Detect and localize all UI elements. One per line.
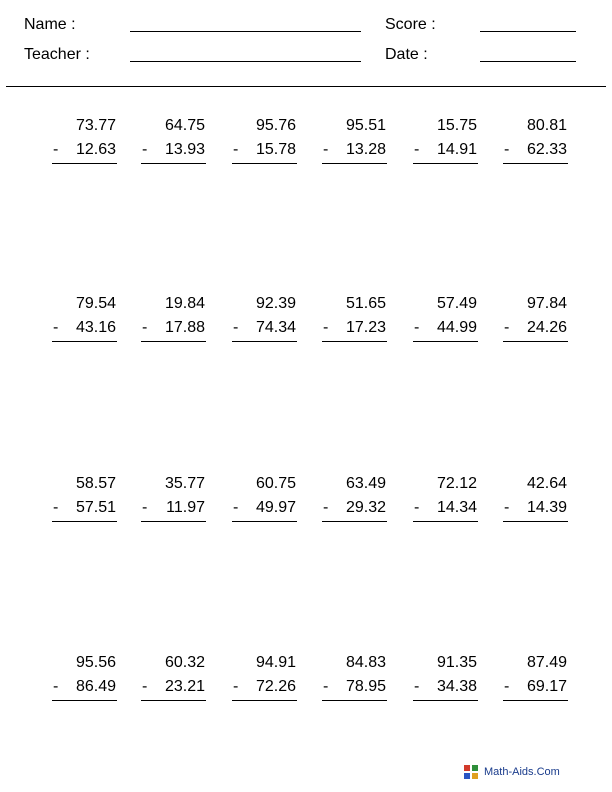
minus-sign: - [504,499,510,516]
answer-line [232,163,297,164]
subtraction-problem [503,654,568,706]
subtrahend: 14.39 [526,499,567,516]
minuend: 73.77 [75,117,116,134]
name-label: Name : [24,16,76,33]
subtrahend: 13.28 [345,141,386,158]
subtrahend: 86.49 [75,678,116,695]
subtrahend: 72.26 [255,678,296,695]
subtrahend: 13.93 [164,141,205,158]
subtraction-problem [141,295,206,347]
answer-line [232,521,297,522]
subtraction-problem [52,654,117,706]
subtrahend: 62.33 [526,141,567,158]
subtrahend: 14.91 [436,141,477,158]
minus-sign: - [53,319,59,336]
minus-sign: - [53,141,59,158]
minus-sign: - [53,499,59,516]
subtrahend: 17.23 [345,319,386,336]
score-label: Score : [385,16,436,33]
subtraction-problem [141,654,206,706]
answer-line [503,521,568,522]
subtraction-problem [503,475,568,527]
answer-line [141,163,206,164]
minuend: 95.76 [255,117,296,134]
minus-sign: - [414,319,420,336]
answer-line [141,700,206,701]
minus-sign: - [504,319,510,336]
minus-sign: - [323,319,329,336]
header-divider [6,86,606,87]
subtraction-problem [413,295,478,347]
date-label: Date : [385,46,428,63]
minuend: 91.35 [436,654,477,671]
minus-sign: - [142,319,148,336]
answer-line [503,341,568,342]
subtraction-problem [232,475,297,527]
minus-sign: - [233,141,239,158]
minus-sign: - [323,678,329,695]
answer-line [52,700,117,701]
teacher-line [130,61,361,62]
date-line [480,61,576,62]
answer-line [413,700,478,701]
teacher-label: Teacher : [24,46,90,63]
minuend: 58.57 [75,475,116,492]
minuend: 97.84 [526,295,567,312]
score-line [480,31,576,32]
subtrahend: 44.99 [436,319,477,336]
minus-sign: - [142,678,148,695]
answer-line [322,163,387,164]
answer-line [52,521,117,522]
name-line [130,31,361,32]
minuend: 35.77 [164,475,205,492]
minus-sign: - [233,319,239,336]
minus-sign: - [53,678,59,695]
subtrahend: 49.97 [255,499,296,516]
subtrahend: 12.63 [75,141,116,158]
minus-sign: - [142,499,148,516]
subtrahend: 15.78 [255,141,296,158]
subtraction-problem [232,295,297,347]
answer-line [322,521,387,522]
subtraction-problem [52,295,117,347]
subtrahend: 29.32 [345,499,386,516]
subtraction-problem [322,475,387,527]
answer-line [503,700,568,701]
minuend: 51.65 [345,295,386,312]
subtrahend: 17.88 [164,319,205,336]
subtraction-problem [52,117,117,169]
answer-line [52,163,117,164]
minus-sign: - [504,141,510,158]
minuend: 84.83 [345,654,386,671]
answer-line [232,341,297,342]
subtraction-problem [503,117,568,169]
minus-sign: - [414,499,420,516]
minuend: 57.49 [436,295,477,312]
subtrahend: 34.38 [436,678,477,695]
minuend: 19.84 [164,295,205,312]
minuend: 15.75 [436,117,477,134]
minus-sign: - [233,499,239,516]
answer-line [141,341,206,342]
minuend: 95.56 [75,654,116,671]
answer-line [503,163,568,164]
minus-sign: - [323,141,329,158]
minuend: 94.91 [255,654,296,671]
subtraction-problem [232,654,297,706]
answer-line [413,163,478,164]
subtraction-problem [322,654,387,706]
subtraction-problem [413,475,478,527]
answer-line [232,700,297,701]
minuend: 64.75 [164,117,205,134]
subtrahend: 11.97 [166,499,205,516]
minuend: 72.12 [436,475,477,492]
minus-sign: - [414,678,420,695]
minuend: 92.39 [255,295,296,312]
subtraction-problem [503,295,568,347]
subtrahend: 69.17 [526,678,567,695]
minus-sign: - [142,141,148,158]
minuend: 42.64 [526,475,567,492]
minus-sign: - [504,678,510,695]
minuend: 87.49 [526,654,567,671]
subtrahend: 74.34 [255,319,296,336]
math-aids-logo-icon [464,765,478,779]
subtrahend: 57.51 [75,499,116,516]
minuend: 60.75 [255,475,296,492]
answer-line [322,341,387,342]
subtraction-problem [413,117,478,169]
answer-line [141,521,206,522]
subtrahend: 43.16 [75,319,116,336]
subtraction-problem [322,295,387,347]
answer-line [413,341,478,342]
answer-line [52,341,117,342]
subtraction-problem [141,117,206,169]
minuend: 80.81 [526,117,567,134]
subtraction-problem [322,117,387,169]
subtrahend: 14.34 [436,499,477,516]
minus-sign: - [323,499,329,516]
answer-line [322,700,387,701]
minus-sign: - [414,141,420,158]
answer-line [413,521,478,522]
minuend: 95.51 [345,117,386,134]
minus-sign: - [233,678,239,695]
minuend: 79.54 [75,295,116,312]
subtraction-problem [141,475,206,527]
subtraction-problem [413,654,478,706]
subtrahend: 23.21 [164,678,205,695]
subtraction-problem [52,475,117,527]
minuend: 63.49 [345,475,386,492]
subtraction-problem [232,117,297,169]
logo-text: Math-Aids.Com [484,766,560,778]
subtrahend: 78.95 [345,678,386,695]
footer-logo [464,764,560,780]
minuend: 60.32 [164,654,205,671]
subtrahend: 24.26 [526,319,567,336]
